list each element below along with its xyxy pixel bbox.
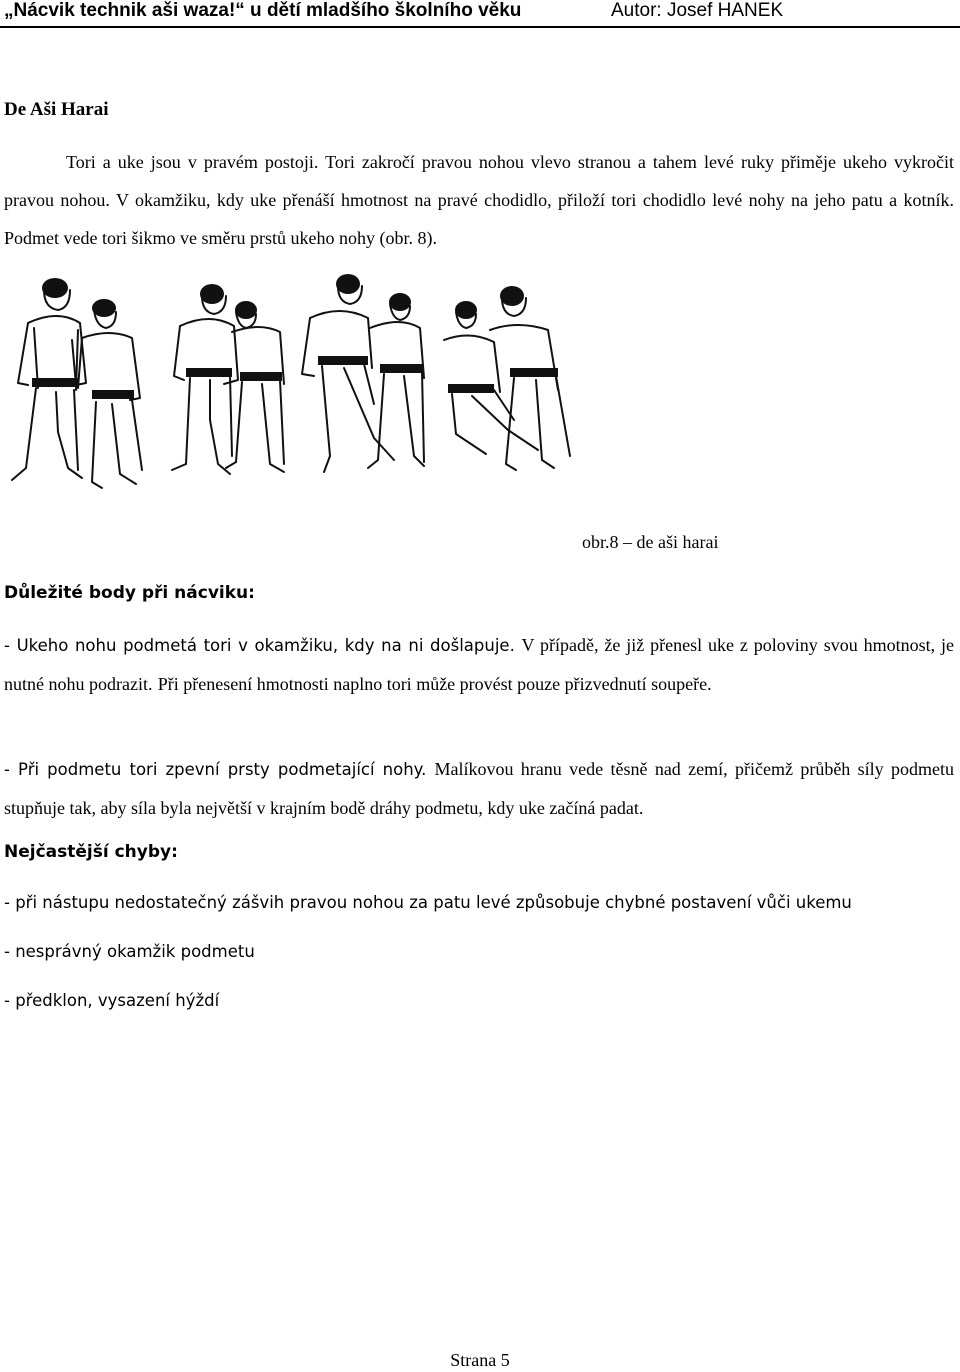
point2-part-b: Malíkovou hranu vede těsně nad zemí, přičemž průběh síly podmetu stupňuje tak, aby síla byla největší v krajním bodě dráhy podmetu, kdy uke začíná padat. <box>4 759 955 818</box>
important-point-2 <box>4 750 954 828</box>
judo-illustration <box>0 268 960 508</box>
figure-pair-1 <box>12 278 142 488</box>
mistake-item: - předklon, vysazení hýždí <box>4 991 220 1010</box>
figure-caption: obr.8 – de aši harai <box>582 532 719 552</box>
figure-pair-2 <box>172 284 284 474</box>
header-author: Autor: Josef HANEK <box>611 0 784 21</box>
page-header <box>0 0 960 28</box>
page-number: Strana 5 <box>450 1350 510 1370</box>
point2-part-a: - Při podmetu tori zpevní prsty podmetající nohy. <box>4 760 427 779</box>
important-points-heading: Důležité body při nácviku: <box>4 583 255 603</box>
figure-pair-4 <box>444 286 570 470</box>
figure-pair-3 <box>302 274 424 472</box>
point1-part-a: - Ukeho nohu podmetá tori v okamžiku, kdy na ni došlapuje. <box>4 636 515 655</box>
point1-part-b: V případě, že již přenesl uke z poloviny svou hmotnost, je nutné nohu podrazit. <box>4 635 954 694</box>
mistake-item: - nesprávný okamžik podmetu <box>4 942 255 961</box>
point1-part-c: Při přenesení hmotnosti naplno tori může provést pouze přizvednutí soupeře. <box>157 674 712 694</box>
intro-paragraph <box>4 143 954 257</box>
section-title: De Aši Harai <box>4 99 109 120</box>
header-title: „Nácvik technik aši waza!“ u dětí mladšího školního věku <box>4 0 522 21</box>
intro-paragraph-text: Tori a uke jsou v pravém postoji. Tori zakročí pravou nohou vlevo stranou a tahem levé ruky přiměje ukeho vykročit pravou nohou. V okamžiku, kdy uke přenáší hmotnost na pravé chodidlo, přiloží tori chodidlo levé nohy na jeho patu a kotník. Podmet vede tori šikmo ve směru prstů ukeho nohy (obr. 8). <box>4 152 954 248</box>
important-point-1 <box>4 626 954 704</box>
mistake-item: - při nástupu nedostatečný zášvih pravou nohou za patu levé způsobuje chybné postavení vůči ukemu <box>4 893 852 912</box>
common-mistakes-heading: Nejčastější chyby: <box>4 842 178 862</box>
